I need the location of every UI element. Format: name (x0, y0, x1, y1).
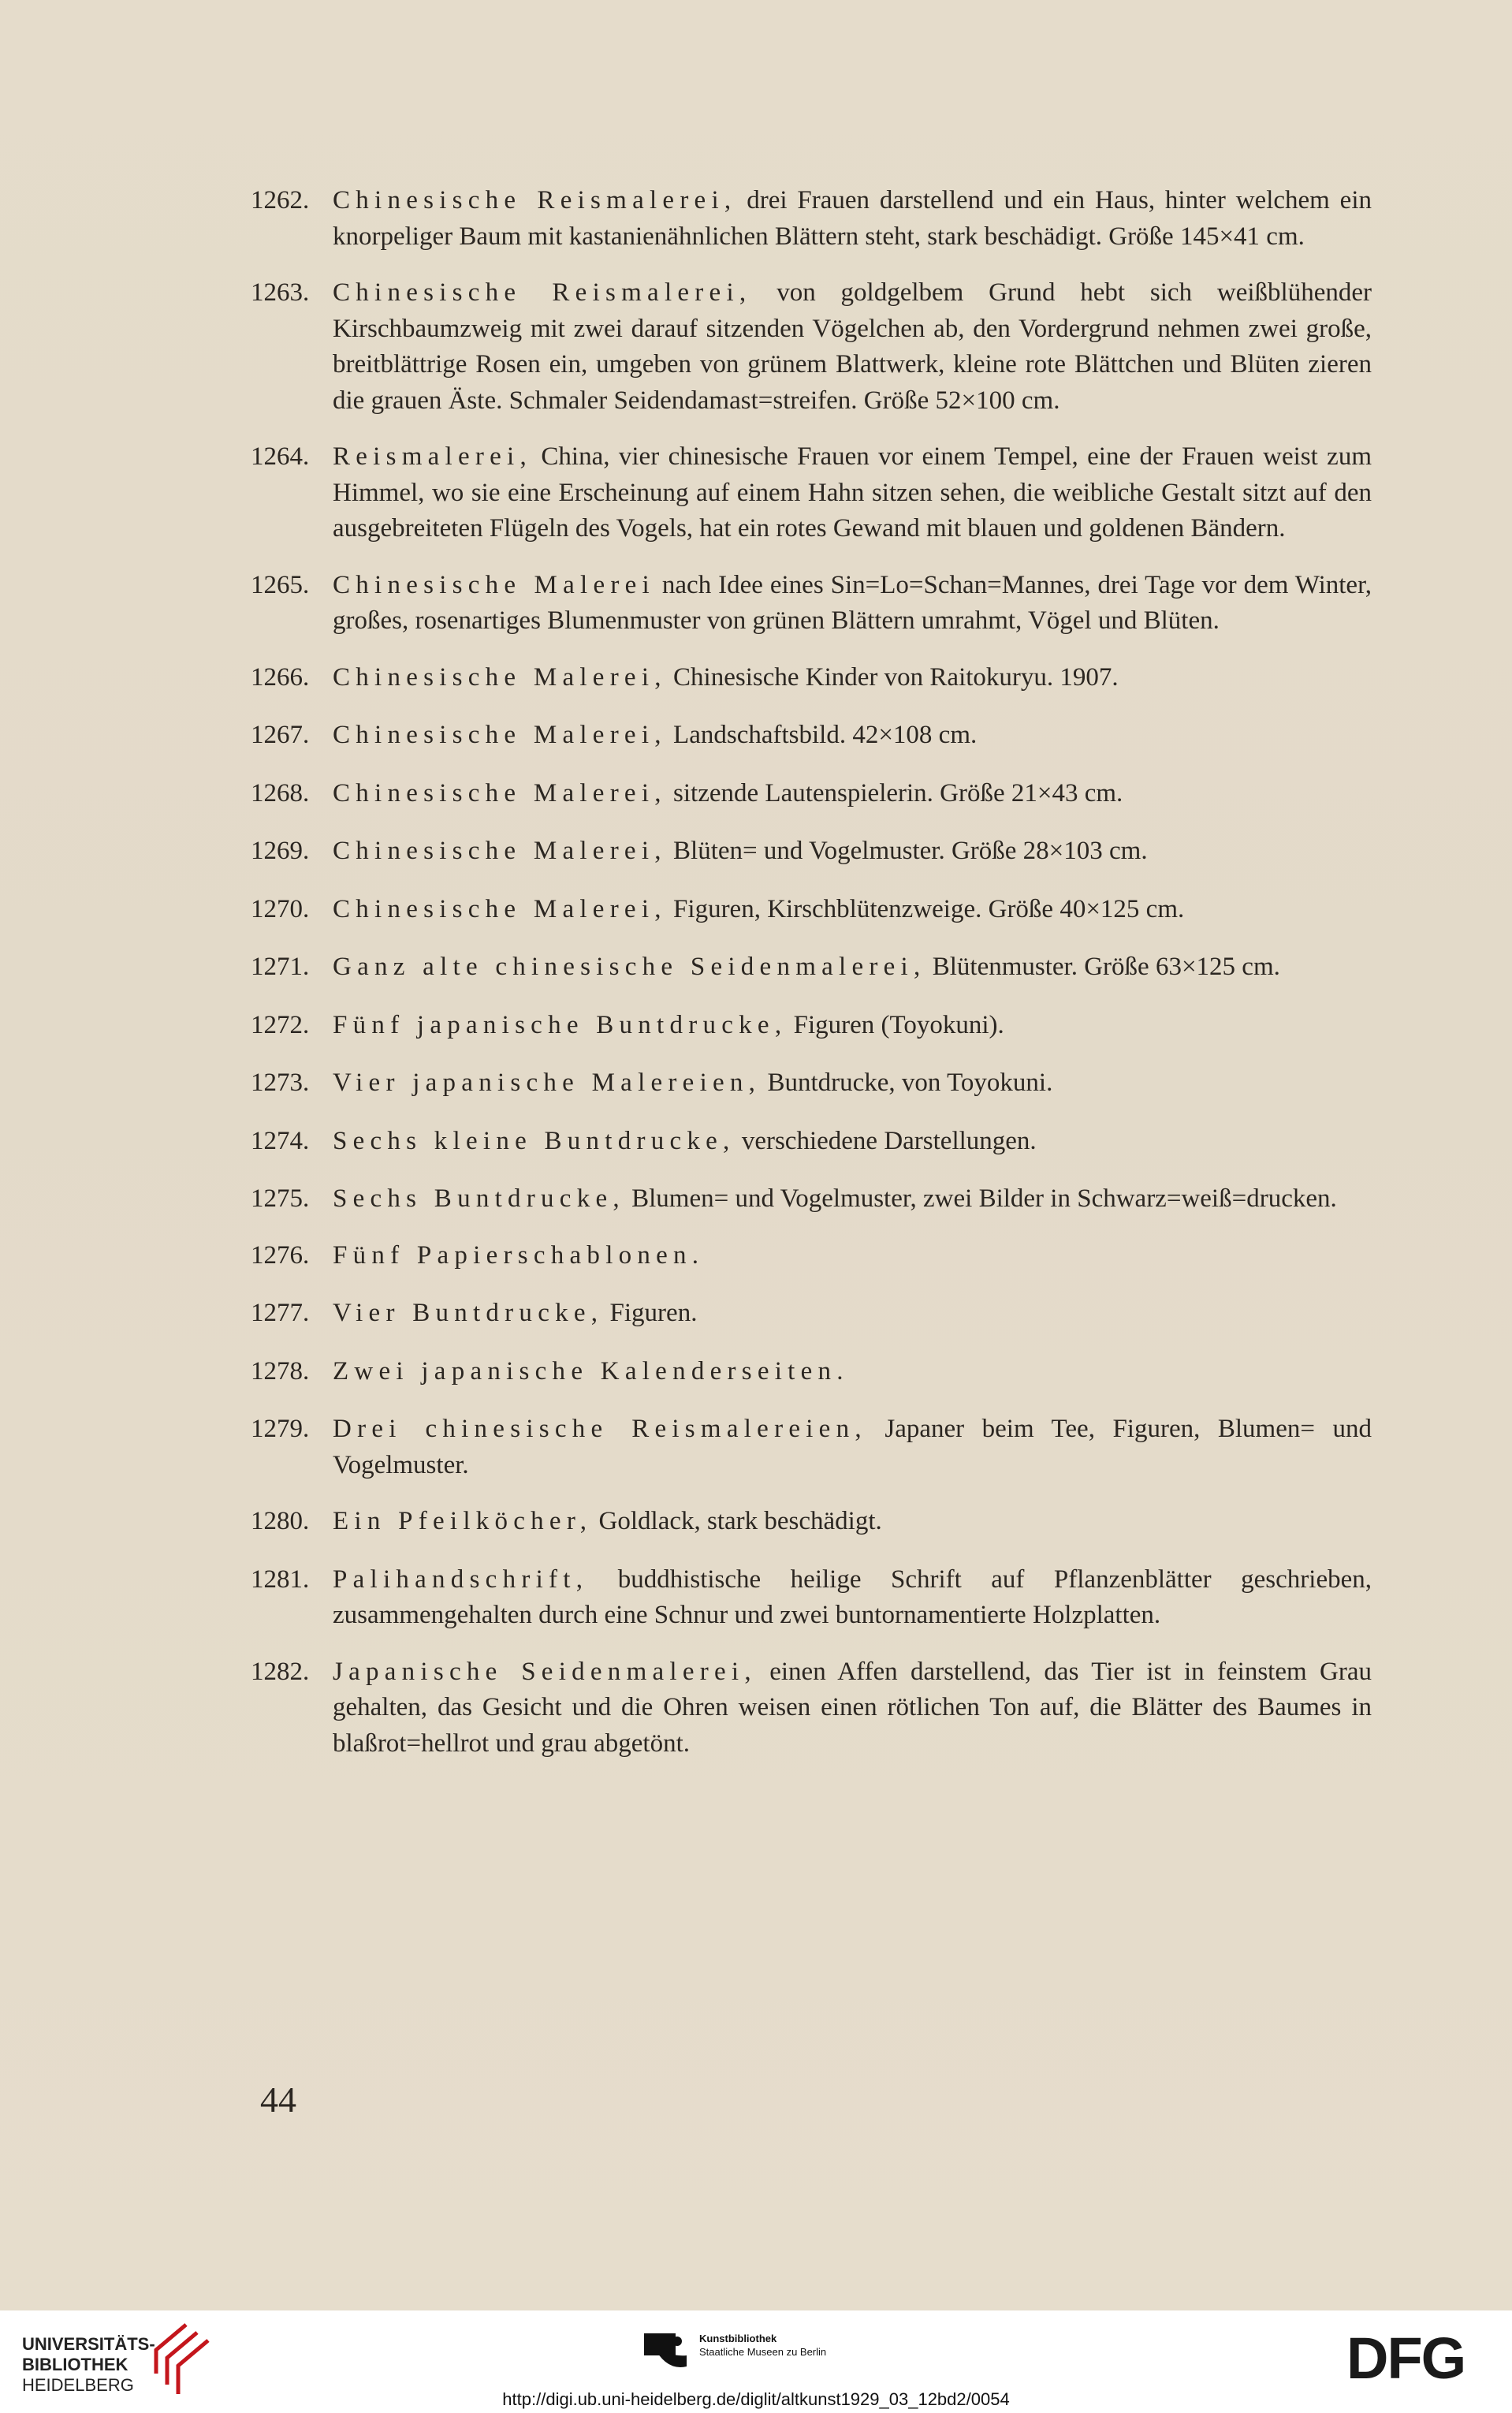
entry-number: 1272. (251, 1010, 310, 1039)
catalog-entry (251, 275, 1372, 419)
entry-title: Fünf japanische Buntdrucke, (333, 1010, 788, 1039)
catalog-entry (251, 892, 1372, 928)
entry-title: Chinesische Reismalerei, (333, 278, 752, 307)
entry-text (333, 1296, 1372, 1332)
entry-number: 1276. (251, 1240, 310, 1270)
catalog-entry (251, 1124, 1372, 1160)
entry-number: 1282. (251, 1657, 310, 1686)
entry-title: Chinesische Malerei, (333, 837, 667, 865)
entry-description: Blumen= und Vogelmuster, zwei Bilder in Schwarz=weiß=drucken. (624, 1184, 1337, 1213)
entry-number: 1274. (251, 1126, 310, 1155)
entry-text (333, 892, 1372, 928)
entry-description: buddhistische heilige Schrift auf Pflanzenblätter geschrieben, zusammengehalten durch eine Schnur und zwei buntornamentierte Holzplatten. (333, 1565, 1372, 1629)
catalog-entry (251, 1504, 1372, 1540)
entry-number: 1266. (251, 662, 310, 692)
entry-number: 1281. (251, 1565, 310, 1594)
catalog-entry (251, 949, 1372, 986)
catalog-entry (251, 439, 1372, 547)
kb-line-2: Staatliche Museen zu Berlin (699, 2346, 827, 2358)
ub-line-1: UNIVERSITÄTS- (22, 2334, 155, 2354)
entry-title: Drei chinesische Reismalereien, (333, 1415, 867, 1443)
entry-title: Chinesische Malerei, (333, 721, 667, 749)
entry-description: Blütenmuster. Größe 63×125 cm. (925, 953, 1280, 981)
catalog-entry (251, 1412, 1372, 1483)
catalog-entry (251, 776, 1372, 812)
entry-title: Ganz alte chinesische Seidenmalerei, (333, 953, 926, 981)
entry-title: Vier Buntdrucke, (333, 1299, 604, 1327)
entry-number: 1271. (251, 953, 310, 981)
catalog-entry (251, 718, 1372, 754)
entry-title: Sechs Buntdrucke, (333, 1184, 625, 1213)
entry-number: 1275. (251, 1184, 310, 1213)
entry-title: Japanische Seidenmalerei, (333, 1657, 757, 1686)
entry-text (333, 1181, 1372, 1218)
entry-title: Zwei japanische Kalenderseiten. (333, 1356, 849, 1386)
entry-number: 1263. (251, 278, 310, 307)
entry-list (251, 183, 1372, 1782)
entry-description: China, vier chinesische Frauen vor einem Tempel, eine der Frauen weist zum Himmel, wo sie eine Erscheinung auf einem Hahn sitzen sehen, die weibliche Gestalt sitzt auf den ausgebreiteten Flügeln des Vogels, hat ein rotes Gewand mit blauen und goldenen Bändern. (333, 442, 1372, 543)
catalog-entry (251, 1008, 1372, 1044)
kunstbibliothek-logo (642, 2322, 847, 2378)
entry-number: 1273. (251, 1069, 310, 1097)
entry-description: nach Idee eines Sin=Lo=Schan=Mannes, drei Tage vor dem Winter, großes, rosenartiges Blumenmuster von grünen Blättern umrahmt, Vögel und Blüten. (333, 570, 1372, 635)
entry-text (333, 834, 1372, 870)
dfg-logo-icon (1346, 2328, 1492, 2388)
entry-text (333, 1238, 1372, 1274)
entry-number: 1265. (251, 570, 310, 599)
entry-text (333, 718, 1372, 754)
entry-number: 1267. (251, 721, 310, 749)
ub-line-2: BIBLIOTHEK (22, 2355, 128, 2374)
entry-description: Chinesische Kinder von Raitokuryu. 1907. (666, 662, 1119, 692)
entry-text (333, 1412, 1372, 1483)
catalog-entry (251, 1654, 1372, 1762)
entry-text (333, 1124, 1372, 1160)
entry-text (333, 439, 1372, 547)
entry-description: sitzende Lautenspielerin. Größe 21×43 cm. (666, 778, 1123, 807)
entry-title: Palihandschrift, (333, 1565, 589, 1594)
entry-text (333, 1654, 1372, 1762)
entry-title: Chinesische Malerei, (333, 778, 667, 807)
entry-text (333, 1354, 1372, 1390)
catalog-entry (251, 1181, 1372, 1218)
entry-title: Ein Pfeilköcher, (333, 1507, 593, 1535)
kunstbibliothek-icon (642, 2332, 688, 2368)
entry-description: von goldgelbem Grund hebt sich weißblühender Kirschbaumzweig mit zwei darauf sitzenden Vögelchen ab, den Vordergrund nehmen zwei große, breitblättrige Rosen ein, umgeben von grünem Blattwerk, kleine rote Blättchen und Blüten zieren die grauen Äste. Schmaler Seidendamast=streifen. Größe 52×100 cm. (333, 278, 1372, 415)
entry-title: Chinesische Malerei, (333, 662, 667, 692)
entry-number: 1270. (251, 894, 310, 923)
entry-title: Chinesische Reismalerei, (333, 186, 737, 214)
source-url[interactable]: http://digi.ub.uni-heidelberg.de/diglit/altkunst1929_03_12bd2/0054 (502, 2389, 1010, 2409)
entry-number: 1269. (251, 837, 310, 865)
entry-description: Japaner beim Tee, Figuren, Blumen= und Vogelmuster. (333, 1415, 1372, 1479)
catalog-entry (251, 1562, 1372, 1634)
catalog-entry (251, 1065, 1372, 1102)
entry-title: Vier japanische Malereien, (333, 1069, 762, 1097)
catalog-entry (251, 183, 1372, 255)
entry-text (333, 1008, 1372, 1044)
entry-text (333, 949, 1372, 986)
ub-heidelberg-logo-icon (148, 2318, 211, 2397)
entry-description: Blüten= und Vogelmuster. Größe 28×103 cm. (666, 837, 1148, 865)
ub-heidelberg-logo-text (22, 2334, 155, 2396)
catalog-entry (251, 660, 1372, 696)
entry-number: 1264. (251, 442, 310, 471)
entry-number: 1277. (251, 1299, 310, 1327)
entry-description: Buntdrucke, von Toyokuni. (761, 1069, 1053, 1097)
entry-number: 1280. (251, 1507, 310, 1535)
entry-description: drei Frauen darstellend und ein Haus, hinter welchem ein knorpeliger Baum mit kastanienähnlichen Blättern steht, stark beschädigt. Größe 145×41 cm. (333, 186, 1372, 251)
entry-number: 1279. (251, 1415, 310, 1443)
entry-text (333, 1562, 1372, 1634)
entry-text (333, 776, 1372, 812)
entry-title: Sechs kleine Buntdrucke, (333, 1126, 736, 1155)
ub-line-3: HEIDELBERG (22, 2375, 134, 2395)
catalog-entry (251, 1238, 1372, 1274)
entry-number: 1278. (251, 1356, 310, 1386)
entry-number: 1262. (251, 186, 310, 214)
entry-text (333, 183, 1372, 255)
entry-title: Fünf Papierschablonen. (333, 1240, 705, 1270)
kb-line-1: Kunstbibliothek (699, 2333, 777, 2344)
entry-title: Chinesische Malerei, (333, 894, 667, 923)
dfg-logo-text: DFG (1346, 2328, 1465, 2388)
entry-text (333, 568, 1372, 640)
entry-text (333, 1504, 1372, 1540)
catalog-entry (251, 1354, 1372, 1390)
entry-text (333, 1065, 1372, 1102)
catalog-entry (251, 1296, 1372, 1332)
entry-description: verschiedene Darstellungen. (735, 1126, 1037, 1155)
catalog-entry (251, 834, 1372, 870)
entry-text (333, 275, 1372, 419)
entry-description: Goldlack, stark beschädigt. (592, 1507, 882, 1535)
entry-title: Chinesische Malerei (333, 570, 655, 599)
entry-title: Reismalerei, (333, 442, 532, 471)
catalog-entry (251, 568, 1372, 640)
kunstbibliothek-text (699, 2332, 826, 2359)
page-number: 44 (260, 2079, 296, 2120)
entry-text (333, 660, 1372, 696)
entry-description: Figuren, Kirschblütenzweige. Größe 40×125 cm. (666, 894, 1185, 923)
footer-bar (0, 2310, 1512, 2413)
entry-description: einen Affen darstellend, das Tier ist in feinstem Grau gehalten, das Gesicht und die Ohren weisen einen rötlichen Ton auf, die Blätter des Baumes in blaßrot=hellrot und grau abgetönt. (333, 1657, 1372, 1758)
entry-description: Figuren. (603, 1299, 698, 1327)
entry-description: Figuren (Toyokuni). (787, 1010, 1004, 1039)
entry-number: 1268. (251, 778, 310, 807)
entry-description: Landschaftsbild. 42×108 cm. (666, 721, 978, 749)
